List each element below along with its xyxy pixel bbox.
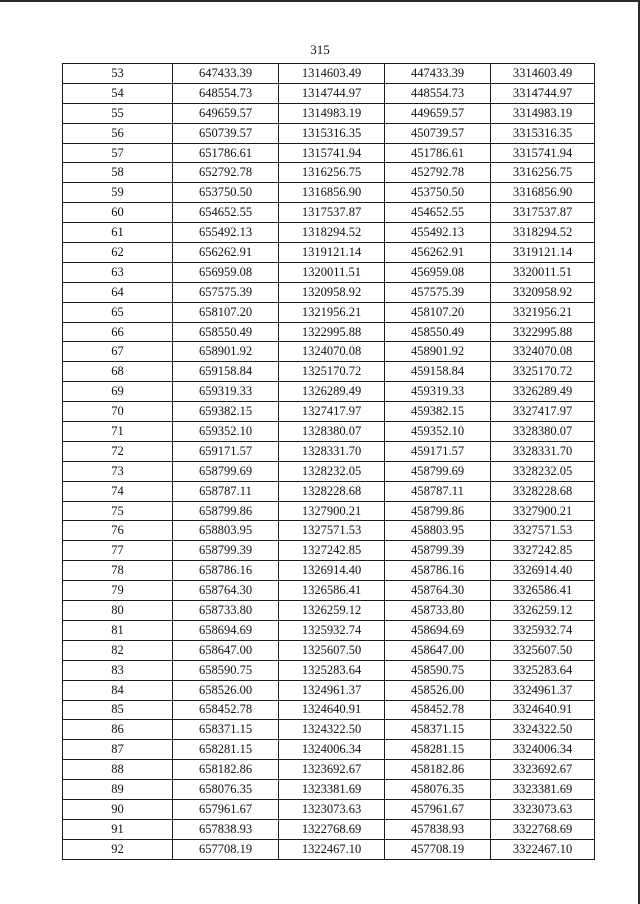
coordinate-y2-cell: 3328232.05 (491, 461, 595, 481)
coordinate-x1-cell: 658799.69 (173, 461, 279, 481)
coordinate-y1-cell: 1322768.69 (279, 819, 385, 839)
coordinate-y1-cell: 1316256.75 (279, 163, 385, 183)
coordinate-y1-cell: 1326259.12 (279, 601, 385, 621)
table-row (63, 382, 595, 402)
coordinate-x2-cell: 458107.20 (385, 302, 491, 322)
point-number-cell: 88 (63, 760, 173, 780)
point-number-cell: 61 (63, 223, 173, 243)
coordinate-x2-cell: 458647.00 (385, 640, 491, 660)
coordinate-x2-cell: 458733.80 (385, 601, 491, 621)
coordinate-y2-cell: 3325170.72 (491, 362, 595, 382)
table-row (63, 720, 595, 740)
coordinate-x1-cell: 658182.86 (173, 760, 279, 780)
table-row (63, 839, 595, 859)
point-number-cell: 60 (63, 203, 173, 223)
coordinate-x2-cell: 459171.57 (385, 441, 491, 461)
point-number-cell: 83 (63, 660, 173, 680)
coordinate-x1-cell: 657575.39 (173, 282, 279, 302)
coordinate-x1-cell: 659158.84 (173, 362, 279, 382)
coordinate-y1-cell: 1328380.07 (279, 422, 385, 442)
table-row (63, 262, 595, 282)
point-number-cell: 81 (63, 620, 173, 640)
point-number-cell: 72 (63, 441, 173, 461)
coordinate-y2-cell: 3323381.69 (491, 780, 595, 800)
coordinate-y2-cell: 3328331.70 (491, 441, 595, 461)
coordinate-y1-cell: 1327242.85 (279, 541, 385, 561)
coordinate-y2-cell: 3315741.94 (491, 143, 595, 163)
table-row (63, 441, 595, 461)
coordinate-y1-cell: 1327417.97 (279, 402, 385, 422)
coordinate-y1-cell: 1323381.69 (279, 780, 385, 800)
coordinate-x2-cell: 458281.15 (385, 740, 491, 760)
coordinate-y1-cell: 1315741.94 (279, 143, 385, 163)
coordinate-x1-cell: 654652.55 (173, 203, 279, 223)
coordinate-y1-cell: 1324961.37 (279, 680, 385, 700)
coordinate-x1-cell: 658550.49 (173, 322, 279, 342)
table-row (63, 362, 595, 382)
coordinate-y1-cell: 1321956.21 (279, 302, 385, 322)
coordinate-y2-cell: 3326586.41 (491, 581, 595, 601)
coordinate-y2-cell: 3324961.37 (491, 680, 595, 700)
coordinate-y1-cell: 1323073.63 (279, 799, 385, 819)
table-row (63, 561, 595, 581)
coordinate-x2-cell: 459382.15 (385, 402, 491, 422)
coordinate-x2-cell: 448554.73 (385, 83, 491, 103)
coordinate-y2-cell: 3328380.07 (491, 422, 595, 442)
point-number-cell: 74 (63, 481, 173, 501)
coordinate-y2-cell: 3317537.87 (491, 203, 595, 223)
coordinate-y1-cell: 1327900.21 (279, 501, 385, 521)
coordinate-x2-cell: 458182.86 (385, 760, 491, 780)
table-row (63, 302, 595, 322)
table-row (63, 461, 595, 481)
table-row (63, 601, 595, 621)
coordinate-x1-cell: 658799.39 (173, 541, 279, 561)
coordinate-x2-cell: 458590.75 (385, 660, 491, 680)
table-row (63, 282, 595, 302)
table-row (63, 521, 595, 541)
coordinate-y1-cell: 1326914.40 (279, 561, 385, 581)
point-number-cell: 56 (63, 123, 173, 143)
table-row (63, 780, 595, 800)
table-row (63, 163, 595, 183)
coordinate-x1-cell: 652792.78 (173, 163, 279, 183)
coordinate-x1-cell: 658107.20 (173, 302, 279, 322)
table-row (63, 819, 595, 839)
coordinate-y1-cell: 1320011.51 (279, 262, 385, 282)
table-row (63, 402, 595, 422)
table-row (63, 183, 595, 203)
coordinate-y1-cell: 1319121.14 (279, 243, 385, 263)
table-row (63, 799, 595, 819)
coordinate-y1-cell: 1324640.91 (279, 700, 385, 720)
point-number-cell: 54 (63, 83, 173, 103)
coordinate-y2-cell: 3326914.40 (491, 561, 595, 581)
point-number-cell: 63 (63, 262, 173, 282)
coordinate-y1-cell: 1328232.05 (279, 461, 385, 481)
coordinate-x2-cell: 457961.67 (385, 799, 491, 819)
coordinate-x2-cell: 458694.69 (385, 620, 491, 640)
coordinate-y2-cell: 3326259.12 (491, 601, 595, 621)
coordinate-y1-cell: 1325283.64 (279, 660, 385, 680)
coordinate-x1-cell: 656959.08 (173, 262, 279, 282)
coordinate-y2-cell: 3324006.34 (491, 740, 595, 760)
page-top-edge (0, 0, 640, 2)
coordinate-x2-cell: 458799.39 (385, 541, 491, 561)
coordinate-y2-cell: 3320958.92 (491, 282, 595, 302)
point-number-cell: 62 (63, 243, 173, 263)
coordinate-y1-cell: 1322467.10 (279, 839, 385, 859)
coordinate-x1-cell: 656262.91 (173, 243, 279, 263)
table-row (63, 620, 595, 640)
point-number-cell: 59 (63, 183, 173, 203)
table-row (63, 680, 595, 700)
coordinate-x1-cell: 658764.30 (173, 581, 279, 601)
coordinate-x1-cell: 657961.67 (173, 799, 279, 819)
coordinate-y1-cell: 1327571.53 (279, 521, 385, 541)
coordinate-y1-cell: 1315316.35 (279, 123, 385, 143)
point-number-cell: 64 (63, 282, 173, 302)
coordinate-x2-cell: 458803.95 (385, 521, 491, 541)
coordinate-x1-cell: 659319.33 (173, 382, 279, 402)
coordinate-y1-cell: 1320958.92 (279, 282, 385, 302)
table-row (63, 640, 595, 660)
coordinate-x1-cell: 658786.16 (173, 561, 279, 581)
coordinate-x2-cell: 459158.84 (385, 362, 491, 382)
table-row (63, 501, 595, 521)
coordinates-table-body (63, 64, 595, 860)
point-number-cell: 79 (63, 581, 173, 601)
coordinate-x2-cell: 449659.57 (385, 103, 491, 123)
coordinate-x1-cell: 659171.57 (173, 441, 279, 461)
coordinate-x2-cell: 458764.30 (385, 581, 491, 601)
point-number-cell: 53 (63, 64, 173, 84)
point-number-cell: 84 (63, 680, 173, 700)
coordinate-y2-cell: 3324640.91 (491, 700, 595, 720)
coordinate-y1-cell: 1326289.49 (279, 382, 385, 402)
coordinate-x1-cell: 659352.10 (173, 422, 279, 442)
coordinate-x1-cell: 658803.95 (173, 521, 279, 541)
coordinate-y2-cell: 3327417.97 (491, 402, 595, 422)
point-number-cell: 71 (63, 422, 173, 442)
coordinate-y2-cell: 3314744.97 (491, 83, 595, 103)
coordinate-y1-cell: 1317537.87 (279, 203, 385, 223)
coordinate-y1-cell: 1314983.19 (279, 103, 385, 123)
point-number-cell: 87 (63, 740, 173, 760)
coordinate-y1-cell: 1326586.41 (279, 581, 385, 601)
coordinate-x2-cell: 458786.16 (385, 561, 491, 581)
coordinate-y1-cell: 1324322.50 (279, 720, 385, 740)
coordinate-y1-cell: 1328228.68 (279, 481, 385, 501)
coordinate-y2-cell: 3325283.64 (491, 660, 595, 680)
coordinate-x2-cell: 457708.19 (385, 839, 491, 859)
table-row (63, 541, 595, 561)
point-number-cell: 57 (63, 143, 173, 163)
coordinate-x2-cell: 456959.08 (385, 262, 491, 282)
coordinate-x2-cell: 454652.55 (385, 203, 491, 223)
coordinate-x1-cell: 658590.75 (173, 660, 279, 680)
coordinate-y1-cell: 1324070.08 (279, 342, 385, 362)
coordinate-y1-cell: 1323692.67 (279, 760, 385, 780)
coordinate-y2-cell: 3316256.75 (491, 163, 595, 183)
table-row (63, 203, 595, 223)
coordinate-x2-cell: 458550.49 (385, 322, 491, 342)
coordinate-x2-cell: 459319.33 (385, 382, 491, 402)
coordinate-x2-cell: 458371.15 (385, 720, 491, 740)
table-row (63, 760, 595, 780)
coordinate-x2-cell: 458526.00 (385, 680, 491, 700)
table-row (63, 243, 595, 263)
coordinate-y2-cell: 3327900.21 (491, 501, 595, 521)
table-row (63, 342, 595, 362)
coordinate-y1-cell: 1325170.72 (279, 362, 385, 382)
coordinate-y2-cell: 3319121.14 (491, 243, 595, 263)
coordinate-x2-cell: 450739.57 (385, 123, 491, 143)
coordinate-x1-cell: 649659.57 (173, 103, 279, 123)
coordinate-y2-cell: 3320011.51 (491, 262, 595, 282)
point-number-cell: 92 (63, 839, 173, 859)
point-number-cell: 91 (63, 819, 173, 839)
coordinate-x1-cell: 658076.35 (173, 780, 279, 800)
point-number-cell: 58 (63, 163, 173, 183)
coordinate-y2-cell: 3321956.21 (491, 302, 595, 322)
point-number-cell: 80 (63, 601, 173, 621)
point-number-cell: 68 (63, 362, 173, 382)
coordinate-x2-cell: 458799.86 (385, 501, 491, 521)
coordinate-x2-cell: 452792.78 (385, 163, 491, 183)
point-number-cell: 82 (63, 640, 173, 660)
point-number-cell: 78 (63, 561, 173, 581)
coordinate-x2-cell: 453750.50 (385, 183, 491, 203)
point-number-cell: 67 (63, 342, 173, 362)
coordinate-x2-cell: 457575.39 (385, 282, 491, 302)
table-row (63, 481, 595, 501)
point-number-cell: 66 (63, 322, 173, 342)
coordinate-y1-cell: 1314744.97 (279, 83, 385, 103)
coordinate-y2-cell: 3315316.35 (491, 123, 595, 143)
coordinate-x1-cell: 658787.11 (173, 481, 279, 501)
coordinate-x2-cell: 459352.10 (385, 422, 491, 442)
point-number-cell: 85 (63, 700, 173, 720)
coordinate-y2-cell: 3318294.52 (491, 223, 595, 243)
table-row (63, 740, 595, 760)
coordinate-x2-cell: 447433.39 (385, 64, 491, 84)
coordinate-x1-cell: 657708.19 (173, 839, 279, 859)
point-number-cell: 73 (63, 461, 173, 481)
coordinate-y1-cell: 1322995.88 (279, 322, 385, 342)
point-number-cell: 76 (63, 521, 173, 541)
point-number-cell: 77 (63, 541, 173, 561)
coordinate-x1-cell: 658371.15 (173, 720, 279, 740)
table-row (63, 223, 595, 243)
point-number-cell: 90 (63, 799, 173, 819)
coordinate-x2-cell: 456262.91 (385, 243, 491, 263)
coordinate-y2-cell: 3324322.50 (491, 720, 595, 740)
coordinate-y2-cell: 3314983.19 (491, 103, 595, 123)
coordinate-x2-cell: 455492.13 (385, 223, 491, 243)
coordinate-y2-cell: 3325932.74 (491, 620, 595, 640)
coordinate-y1-cell: 1328331.70 (279, 441, 385, 461)
point-number-cell: 75 (63, 501, 173, 521)
coordinate-y2-cell: 3322768.69 (491, 819, 595, 839)
coordinate-x1-cell: 657838.93 (173, 819, 279, 839)
coordinate-y2-cell: 3323073.63 (491, 799, 595, 819)
coordinate-y2-cell: 3322467.10 (491, 839, 595, 859)
coordinate-x1-cell: 658281.15 (173, 740, 279, 760)
point-number-cell: 69 (63, 382, 173, 402)
table-row (63, 143, 595, 163)
coordinate-x1-cell: 658733.80 (173, 601, 279, 621)
coordinate-x1-cell: 658901.92 (173, 342, 279, 362)
coordinate-x1-cell: 658799.86 (173, 501, 279, 521)
table-row (63, 64, 595, 84)
table-row (63, 103, 595, 123)
point-number-cell: 70 (63, 402, 173, 422)
coordinate-y2-cell: 3323692.67 (491, 760, 595, 780)
coordinate-y1-cell: 1316856.90 (279, 183, 385, 203)
coordinate-x1-cell: 658647.00 (173, 640, 279, 660)
coordinate-x1-cell: 648554.73 (173, 83, 279, 103)
coordinate-x1-cell: 647433.39 (173, 64, 279, 84)
coordinate-x1-cell: 650739.57 (173, 123, 279, 143)
table-row (63, 422, 595, 442)
coordinate-x2-cell: 451786.61 (385, 143, 491, 163)
coordinate-y1-cell: 1314603.49 (279, 64, 385, 84)
point-number-cell: 55 (63, 103, 173, 123)
page-number: 315 (310, 42, 330, 57)
coordinates-table (62, 63, 595, 860)
coordinate-x1-cell: 653750.50 (173, 183, 279, 203)
table-row (63, 660, 595, 680)
point-number-cell: 65 (63, 302, 173, 322)
coordinate-y1-cell: 1325932.74 (279, 620, 385, 640)
coordinate-x1-cell: 658526.00 (173, 680, 279, 700)
coordinate-y2-cell: 3326289.49 (491, 382, 595, 402)
table-row (63, 581, 595, 601)
coordinate-y1-cell: 1324006.34 (279, 740, 385, 760)
point-number-cell: 89 (63, 780, 173, 800)
coordinate-y2-cell: 3325607.50 (491, 640, 595, 660)
coordinate-y2-cell: 3324070.08 (491, 342, 595, 362)
coordinate-y2-cell: 3322995.88 (491, 322, 595, 342)
coordinate-x2-cell: 458787.11 (385, 481, 491, 501)
coordinate-y2-cell: 3328228.68 (491, 481, 595, 501)
coordinate-y2-cell: 3316856.90 (491, 183, 595, 203)
coordinate-x1-cell: 658694.69 (173, 620, 279, 640)
coordinate-x1-cell: 655492.13 (173, 223, 279, 243)
coordinate-x2-cell: 457838.93 (385, 819, 491, 839)
coordinate-y2-cell: 3314603.49 (491, 64, 595, 84)
coordinate-x1-cell: 659382.15 (173, 402, 279, 422)
table-row (63, 322, 595, 342)
point-number-cell: 86 (63, 720, 173, 740)
coordinate-y1-cell: 1318294.52 (279, 223, 385, 243)
coordinate-x2-cell: 458799.69 (385, 461, 491, 481)
coordinate-x1-cell: 658452.78 (173, 700, 279, 720)
table-row (63, 123, 595, 143)
coordinate-x2-cell: 458901.92 (385, 342, 491, 362)
coordinate-x1-cell: 651786.61 (173, 143, 279, 163)
coordinate-y2-cell: 3327242.85 (491, 541, 595, 561)
coordinate-x2-cell: 458452.78 (385, 700, 491, 720)
coordinate-y1-cell: 1325607.50 (279, 640, 385, 660)
table-row (63, 83, 595, 103)
coordinate-y2-cell: 3327571.53 (491, 521, 595, 541)
coordinate-x2-cell: 458076.35 (385, 780, 491, 800)
table-row (63, 700, 595, 720)
